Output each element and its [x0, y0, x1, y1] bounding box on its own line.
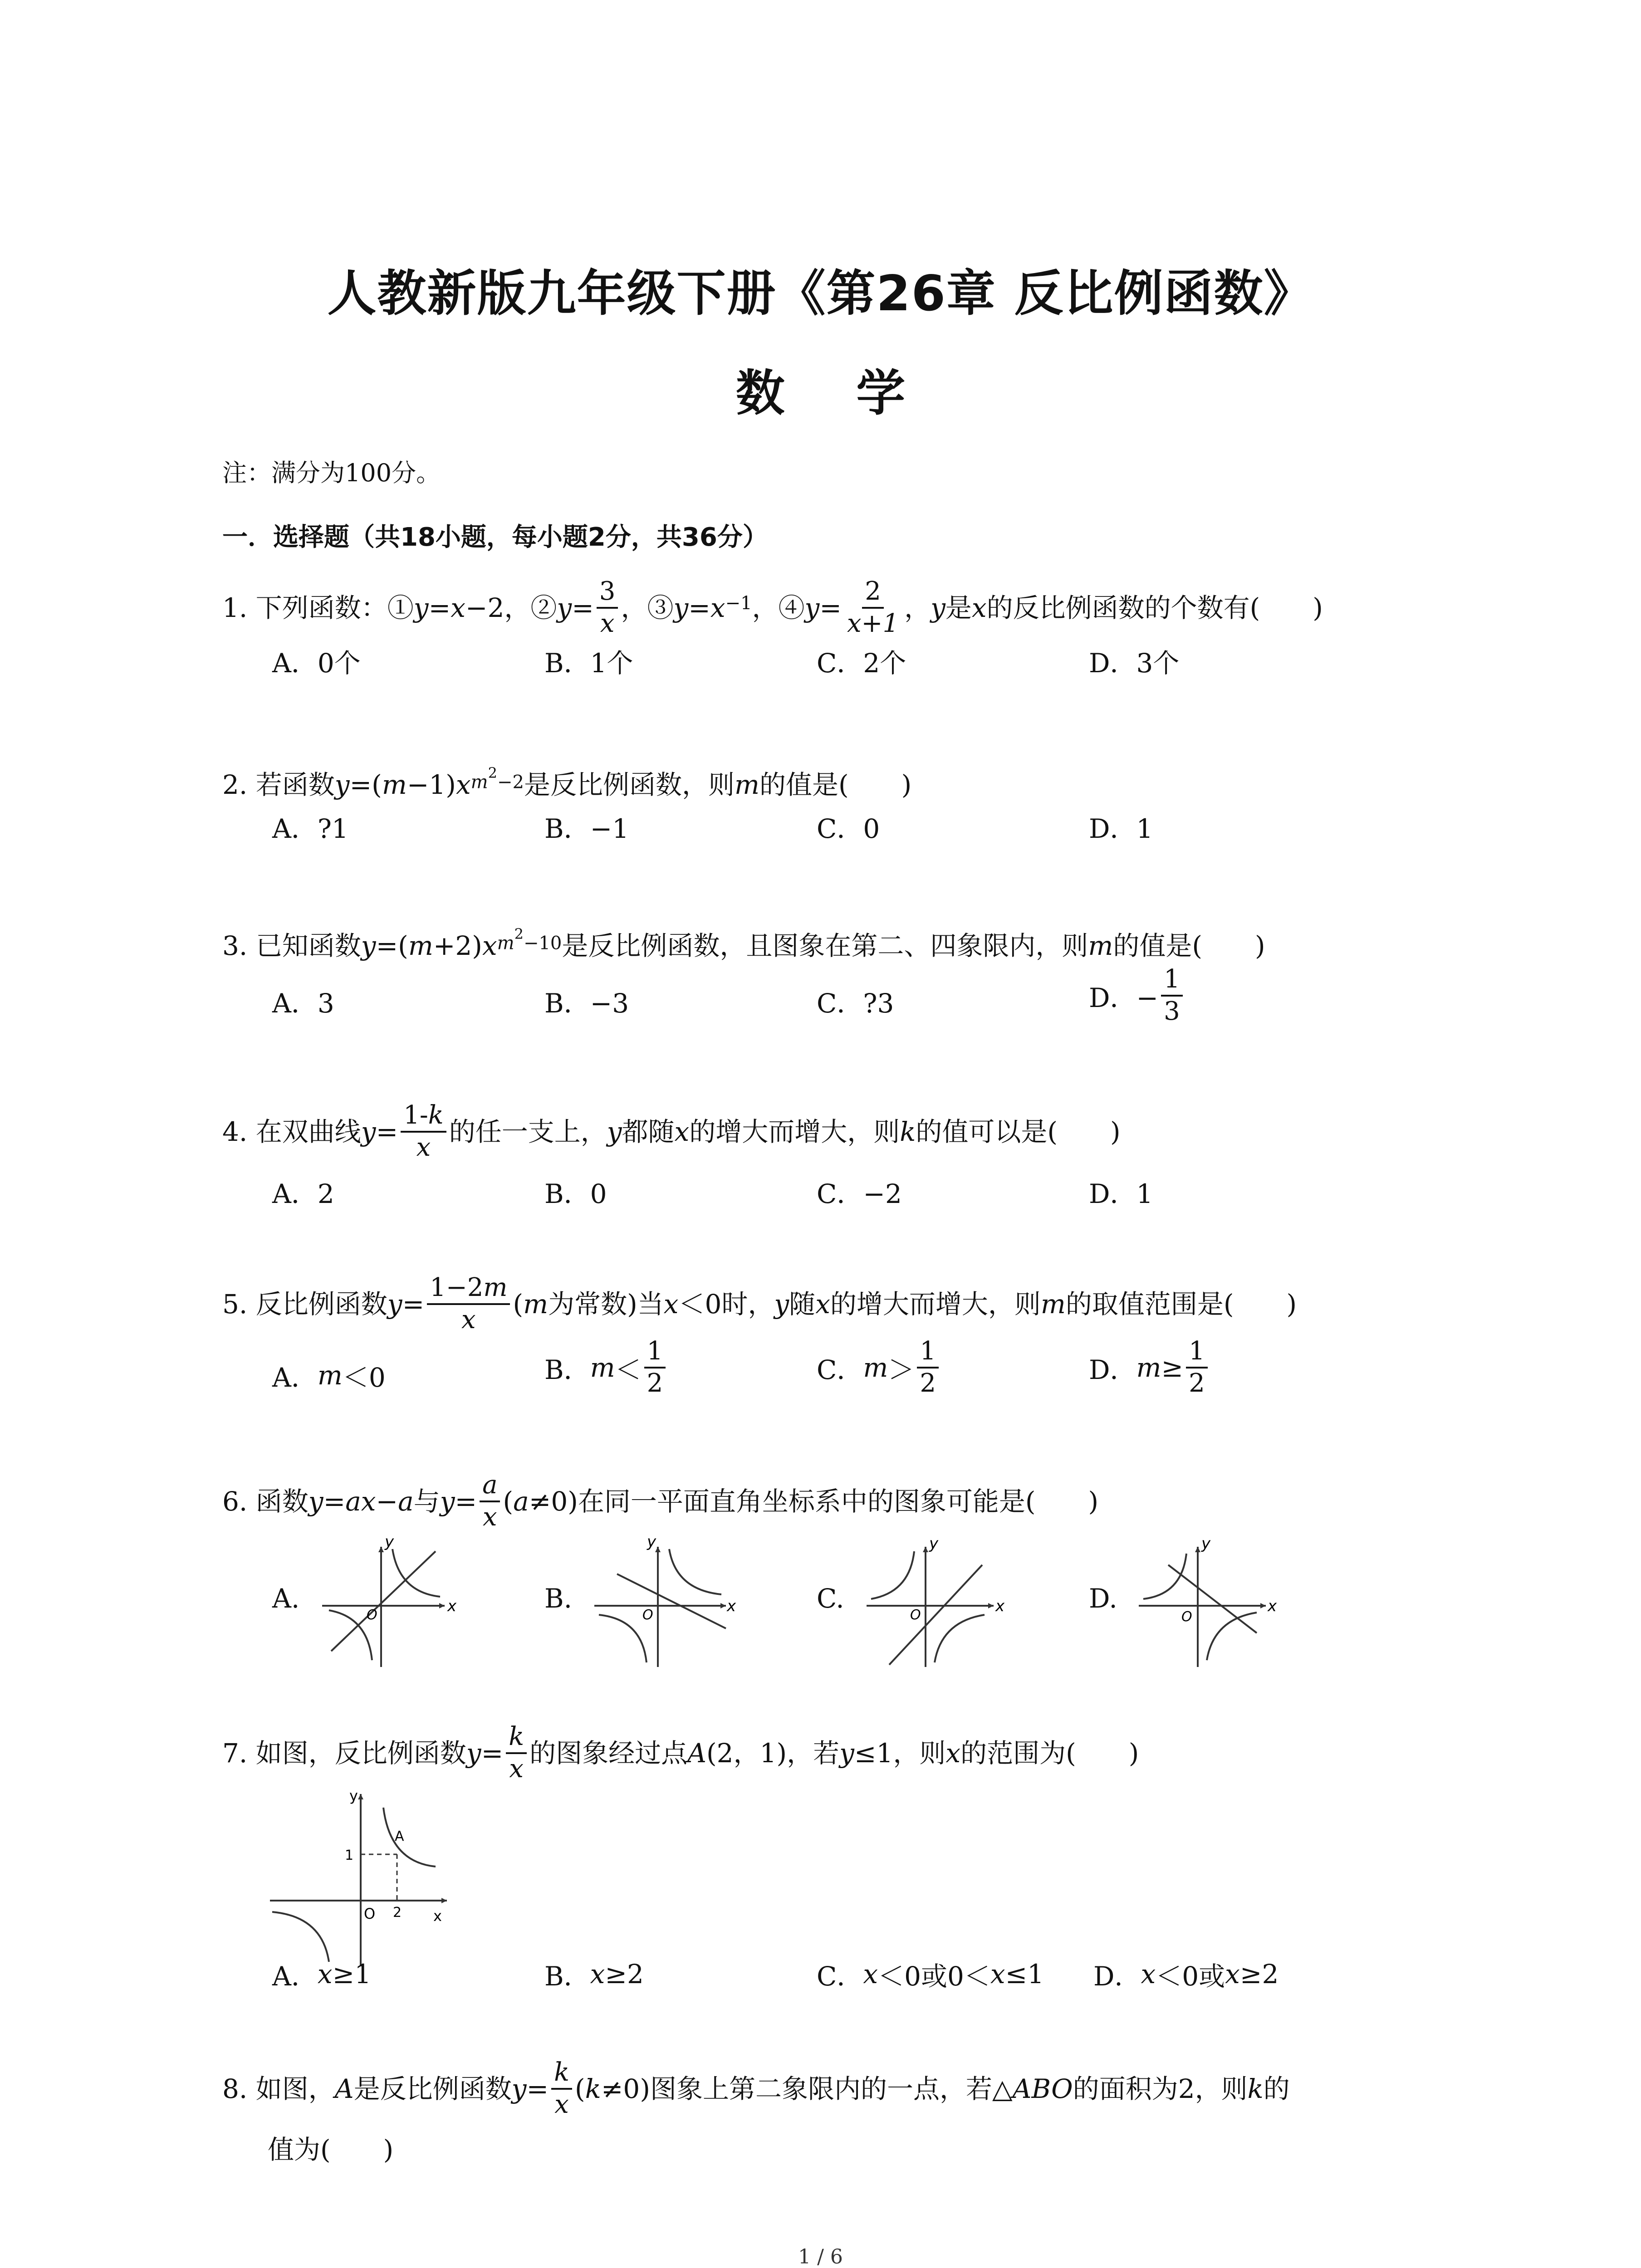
score-note: 注：满分为100分。 — [222, 459, 441, 487]
option-label: D． — [1093, 1961, 1141, 1992]
stem-text: 的值可以是( ) — [916, 1116, 1121, 1147]
option-c[interactable]: C．0 — [817, 813, 880, 844]
hyperbola-branch — [383, 1808, 436, 1867]
fraction — [551, 2059, 572, 2118]
numerator — [427, 1275, 510, 1305]
var: k — [554, 2058, 570, 2087]
option-text: ≥1 — [332, 1959, 372, 1989]
option-a[interactable]: A. — [272, 1583, 300, 1614]
var: x — [590, 1959, 605, 1989]
hyperbola-branch — [272, 1912, 329, 1962]
option-a[interactable] — [272, 1356, 386, 1394]
option-label: B． — [544, 1354, 590, 1385]
fraction — [427, 1275, 510, 1334]
stem-text: 是反比例函数，且图象在第二、四象限内，则 — [562, 930, 1088, 961]
var: y — [673, 592, 689, 623]
page-number: 1 / 6 — [798, 2245, 843, 2268]
question-number: 5. — [222, 1289, 248, 1320]
stem-text: 是反比例函数 — [353, 2073, 512, 2104]
var: m — [734, 769, 759, 800]
denominator — [414, 1133, 434, 1161]
x-arrow-icon — [1260, 1603, 1266, 1608]
stem-text: 若函数 — [255, 769, 335, 800]
option-text: ＜0或 — [1156, 1961, 1225, 1992]
numerator: 3 — [597, 578, 618, 609]
stem-text: = — [481, 1738, 504, 1769]
stem-text: 随 — [789, 1289, 816, 1320]
question-number: 4. — [222, 1116, 248, 1147]
var: y — [413, 592, 429, 623]
option-c[interactable]: C．?3 — [817, 988, 894, 1019]
var: k — [900, 1116, 916, 1147]
line-graph — [331, 1551, 436, 1651]
y-arrow-icon — [923, 1547, 928, 1552]
origin-label: O — [910, 1607, 921, 1623]
exponent — [497, 925, 562, 954]
var: x — [416, 1133, 431, 1162]
numerator: 1 — [1161, 966, 1183, 997]
question-number: 6. — [222, 1486, 248, 1517]
stem-text: 函数 — [255, 1486, 309, 1517]
hyperbola-branch — [1207, 1613, 1257, 1660]
stem-text: ≠0)在同一平面直角坐标系中的图象可能是( ) — [529, 1486, 1099, 1517]
page-title: 人教新版九年级下册《第26章 反比例函数》 — [327, 265, 1314, 322]
var: ax — [345, 1486, 376, 1517]
stem-text: = — [323, 1486, 346, 1517]
var: a — [482, 1470, 498, 1500]
origin-label: O — [642, 1607, 653, 1623]
var: m — [382, 769, 407, 800]
numerator: 2 — [862, 578, 884, 609]
option-b[interactable]: B. — [544, 1583, 573, 1614]
question-5 — [222, 1266, 1297, 1343]
option-c[interactable]: C．2个 — [817, 648, 906, 679]
fraction — [597, 578, 618, 637]
question-7-figure — [268, 1787, 458, 1969]
var: k — [509, 1722, 524, 1752]
stem-text: ( — [503, 1486, 514, 1517]
var: y — [804, 592, 820, 623]
var: y — [334, 769, 350, 800]
var: y — [361, 1116, 376, 1147]
option-label: D．− — [1089, 982, 1159, 1013]
option-a[interactable]: A．3 — [272, 988, 334, 1019]
var: x — [945, 1738, 961, 1769]
stem-text: 的 — [1263, 2073, 1290, 2104]
var: ABO — [1012, 2073, 1073, 2104]
var: x — [554, 2090, 569, 2119]
var: y — [440, 1486, 455, 1517]
option-text: ＜0或0＜ — [878, 1961, 990, 1992]
option-b[interactable]: B．0 — [544, 1178, 607, 1209]
var: y — [511, 2073, 527, 2104]
option-label: B． — [544, 1961, 590, 1992]
var: A — [687, 1738, 707, 1769]
var: m — [470, 772, 488, 793]
var: y — [361, 930, 376, 961]
stem-text: 的增大而增大，则 — [830, 1289, 1041, 1320]
origin-label: O — [364, 1905, 376, 1922]
var: m — [317, 1360, 343, 1391]
option-d[interactable]: D．1 — [1089, 1178, 1153, 1209]
x-label: x — [995, 1597, 1005, 1615]
stem-text: 的值是( ) — [1113, 930, 1265, 961]
var: k — [428, 1100, 444, 1130]
var: y — [774, 1289, 789, 1320]
stem-text: 已知函数 — [255, 930, 361, 961]
numerator: 1 — [917, 1338, 939, 1369]
x-label: x — [447, 1597, 457, 1615]
option-d[interactable] — [1089, 966, 1185, 1025]
stem-text: = — [819, 592, 842, 623]
stem-text: −2 — [497, 772, 524, 793]
exponent: 2 — [488, 764, 497, 782]
option-c[interactable]: C．−2 — [817, 1178, 902, 1209]
stem-text: 的面积为2，则 — [1073, 2073, 1248, 2104]
var: x — [863, 1959, 878, 1989]
stem-text: =( — [349, 769, 382, 800]
stem-text: −1) — [407, 769, 456, 800]
option-a[interactable] — [272, 1955, 371, 1993]
var: k — [585, 2073, 601, 2104]
denominator — [844, 609, 901, 637]
stem-text: 与 — [413, 1486, 440, 1517]
option-b[interactable]: B．1个 — [544, 648, 633, 679]
var: y — [308, 1486, 323, 1517]
var: x+1 — [847, 609, 899, 638]
var: x — [663, 1289, 679, 1320]
stem-text: 下列函数：① — [255, 592, 414, 623]
numerator: 1 — [644, 1338, 666, 1369]
option-c[interactable] — [817, 1955, 1044, 1993]
stem-text: 的图象经过点 — [529, 1738, 688, 1769]
option-d[interactable]: D．3个 — [1089, 648, 1180, 679]
option-label: C． — [817, 1354, 863, 1385]
y-label: y — [349, 1787, 358, 1804]
exponent: 2 — [514, 925, 524, 943]
option-d[interactable]: D．1 — [1089, 813, 1153, 844]
var: y — [387, 1289, 402, 1320]
var: m — [1040, 1289, 1066, 1320]
option-label: A． — [272, 1362, 318, 1393]
fraction — [844, 578, 901, 637]
question-number: 1. — [222, 592, 248, 623]
stem-text: ( — [513, 1289, 524, 1320]
x-label: x — [1268, 1597, 1277, 1615]
stem-text: = — [428, 592, 451, 623]
option-a[interactable]: A．?1 — [272, 813, 348, 844]
graph-option-b[interactable] — [590, 1533, 736, 1669]
page-subtitle: 数 学 — [735, 365, 933, 422]
y-label: y — [385, 1533, 394, 1551]
var: x — [674, 1116, 690, 1147]
var: y — [466, 1738, 481, 1769]
denominator: 3 — [1164, 996, 1180, 1026]
stem-text: 1−2 — [430, 1273, 484, 1303]
stem-text: = — [376, 1116, 398, 1147]
stem-text: 的取值范围是( ) — [1065, 1289, 1297, 1320]
x-arrow-icon — [988, 1603, 994, 1608]
numerator — [551, 2059, 572, 2090]
x-label: x — [727, 1597, 736, 1615]
question-7 — [222, 1715, 1139, 1792]
var: x — [971, 592, 987, 623]
option-text: ＜0 — [342, 1362, 386, 1393]
question-4 — [222, 1093, 1121, 1170]
option-d[interactable] — [1093, 1955, 1279, 1993]
fraction — [506, 1724, 527, 1783]
var: y — [839, 1738, 854, 1769]
graph-option-a[interactable] — [318, 1533, 457, 1669]
y-label: y — [647, 1533, 656, 1551]
hyperbola-branch — [871, 1551, 914, 1599]
exponent — [470, 764, 524, 793]
var: m — [408, 930, 433, 961]
stem-text: 都随 — [622, 1116, 675, 1147]
option-label: A． — [272, 1961, 318, 1992]
y-arrow-icon — [1195, 1547, 1200, 1552]
var: m — [523, 1289, 549, 1320]
option-c[interactable]: C. — [817, 1583, 844, 1614]
y-label: y — [1201, 1535, 1211, 1553]
question-1 — [222, 567, 1323, 649]
numerator — [480, 1472, 500, 1502]
var: x — [482, 930, 497, 961]
option-text: ＜ — [615, 1354, 642, 1385]
option-b[interactable]: B．−1 — [544, 813, 629, 844]
fraction — [401, 1102, 446, 1161]
stem-text: 在双曲线 — [255, 1116, 361, 1147]
hyperbola-branch — [392, 1549, 440, 1597]
numerator: 1 — [1186, 1338, 1208, 1369]
option-text: ≥ — [1161, 1352, 1184, 1383]
hyperbola-branch — [599, 1615, 647, 1662]
stem-text: 的增大而增大，则 — [689, 1116, 900, 1147]
option-b[interactable]: B．−3 — [544, 988, 629, 1019]
fraction — [1161, 966, 1183, 1025]
question-number: 8. — [222, 2073, 248, 2104]
numerator — [401, 1102, 446, 1133]
stem-text: = — [572, 592, 594, 623]
denominator: 2 — [920, 1368, 936, 1398]
var: x — [509, 1754, 524, 1784]
stem-text: −10 — [523, 933, 562, 954]
option-text: ≥2 — [1239, 1959, 1279, 1989]
var: a — [398, 1486, 414, 1517]
var: x — [317, 1959, 333, 1989]
var: m — [1136, 1352, 1161, 1383]
x-arrow-icon — [441, 1898, 447, 1903]
stem-text: 为常数)当 — [548, 1289, 664, 1320]
x-arrow-icon — [439, 1603, 445, 1608]
stem-text: −2，② — [465, 592, 557, 623]
section-heading: 一．选择题（共18小题，每小题2分，共36分） — [222, 523, 768, 552]
x-label: x — [433, 1907, 442, 1925]
stem-text: 的反比例函数的个数有( ) — [986, 592, 1323, 623]
option-text: ≤1 — [1005, 1959, 1044, 1989]
var: m — [863, 1352, 888, 1383]
stem-text: ＜0时， — [678, 1289, 774, 1320]
var: A — [334, 2073, 354, 2104]
denominator — [506, 1754, 526, 1783]
graph-option-d[interactable] — [1134, 1535, 1277, 1669]
numerator — [506, 1724, 527, 1754]
stem-text: = — [455, 1486, 477, 1517]
var: x — [1141, 1959, 1156, 1989]
y-arrow-icon — [378, 1547, 384, 1552]
option-d[interactable] — [1089, 1338, 1210, 1397]
y-arrow-icon — [358, 1794, 363, 1799]
option-a[interactable]: A．0个 — [272, 648, 361, 679]
stem-text: 的值是( ) — [759, 769, 912, 800]
option-b[interactable] — [544, 1955, 644, 1993]
hyperbola-branch — [935, 1615, 985, 1662]
stem-text: 的任一支上， — [449, 1116, 607, 1147]
var: x — [456, 769, 471, 800]
option-label: C． — [817, 1961, 863, 1992]
var: y — [557, 592, 572, 623]
question-number: 7. — [222, 1738, 248, 1769]
denominator — [598, 609, 617, 637]
stem-text: ，④ — [752, 592, 805, 623]
option-b[interactable] — [544, 1338, 668, 1397]
var: m — [1088, 930, 1113, 961]
stem-text: ≤1，则 — [854, 1738, 946, 1769]
y-label: y — [929, 1535, 939, 1553]
var: x — [990, 1959, 1005, 1989]
stem-text: = — [402, 1289, 425, 1320]
x-arrow-icon — [720, 1603, 726, 1608]
stem-text: = — [526, 2073, 549, 2104]
question-2 — [222, 764, 912, 803]
question-number: 2. — [222, 769, 248, 800]
question-8 — [222, 2050, 1290, 2127]
stem-text: = — [688, 592, 710, 623]
var: y — [607, 1116, 622, 1147]
var: x — [815, 1289, 830, 1320]
option-label: D． — [1089, 1354, 1136, 1385]
var: x — [1225, 1959, 1240, 1989]
var: y — [931, 592, 945, 623]
stem-text: 如图， — [255, 2073, 335, 2104]
stem-text: +2) — [433, 930, 482, 961]
stem-text: 的范围为( ) — [960, 1738, 1139, 1769]
stem-text: 如图，反比例函数 — [255, 1738, 466, 1769]
fraction — [480, 1472, 500, 1531]
origin-label: O — [1181, 1609, 1192, 1625]
fraction — [1186, 1338, 1208, 1397]
line-graph — [617, 1574, 726, 1628]
var: m — [483, 1273, 508, 1303]
hyperbola-branch — [669, 1549, 721, 1594]
hyperbola-branch — [1143, 1554, 1186, 1599]
question-3 — [222, 925, 1265, 964]
denominator: 2 — [647, 1368, 663, 1398]
denominator: 2 — [1189, 1368, 1205, 1398]
stem-text: 1- — [403, 1100, 428, 1130]
origin-label: O — [367, 1607, 377, 1623]
var: x — [461, 1305, 476, 1334]
fraction — [917, 1338, 939, 1397]
var: x — [451, 592, 465, 623]
stem-text: ≠0)图象上第二象限内的一点，若△ — [601, 2073, 1013, 2104]
option-d[interactable]: D. — [1089, 1583, 1117, 1614]
question-number: 3. — [222, 930, 248, 961]
tick-label-1: 1 — [345, 1848, 354, 1863]
question-6 — [222, 1463, 1098, 1540]
tick-label-2: 2 — [393, 1905, 402, 1921]
option-text: ≥2 — [605, 1959, 644, 1989]
stem-text: ， — [904, 592, 931, 623]
denominator — [459, 1305, 479, 1334]
question-8-continued: 值为( ) — [268, 2134, 394, 2165]
stem-text: − — [376, 1486, 398, 1517]
stem-text: (2，1)，若 — [706, 1738, 840, 1769]
var: x — [710, 592, 725, 623]
stem-text: ，③ — [621, 592, 674, 623]
stem-text: 是反比例函数，则 — [524, 769, 735, 800]
var: m — [590, 1352, 615, 1383]
graph-option-c[interactable] — [862, 1535, 1005, 1669]
denominator — [552, 2090, 572, 2118]
stem-text: 反比例函数 — [255, 1289, 387, 1320]
fraction — [644, 1338, 666, 1397]
var: x — [600, 609, 615, 638]
option-text: ＞ — [888, 1354, 915, 1385]
stem-text: ( — [575, 2073, 585, 2104]
var: x — [482, 1502, 497, 1532]
var: k — [1247, 2073, 1264, 2104]
option-c[interactable] — [817, 1338, 941, 1397]
var: a — [513, 1486, 529, 1517]
exponent: −1 — [725, 593, 752, 614]
option-a[interactable]: A．2 — [272, 1178, 334, 1209]
stem-text: 是 — [945, 592, 972, 623]
stem-text: =( — [376, 930, 408, 961]
var: m — [497, 933, 514, 954]
denominator — [480, 1502, 500, 1531]
point-a-label: A — [395, 1828, 404, 1844]
